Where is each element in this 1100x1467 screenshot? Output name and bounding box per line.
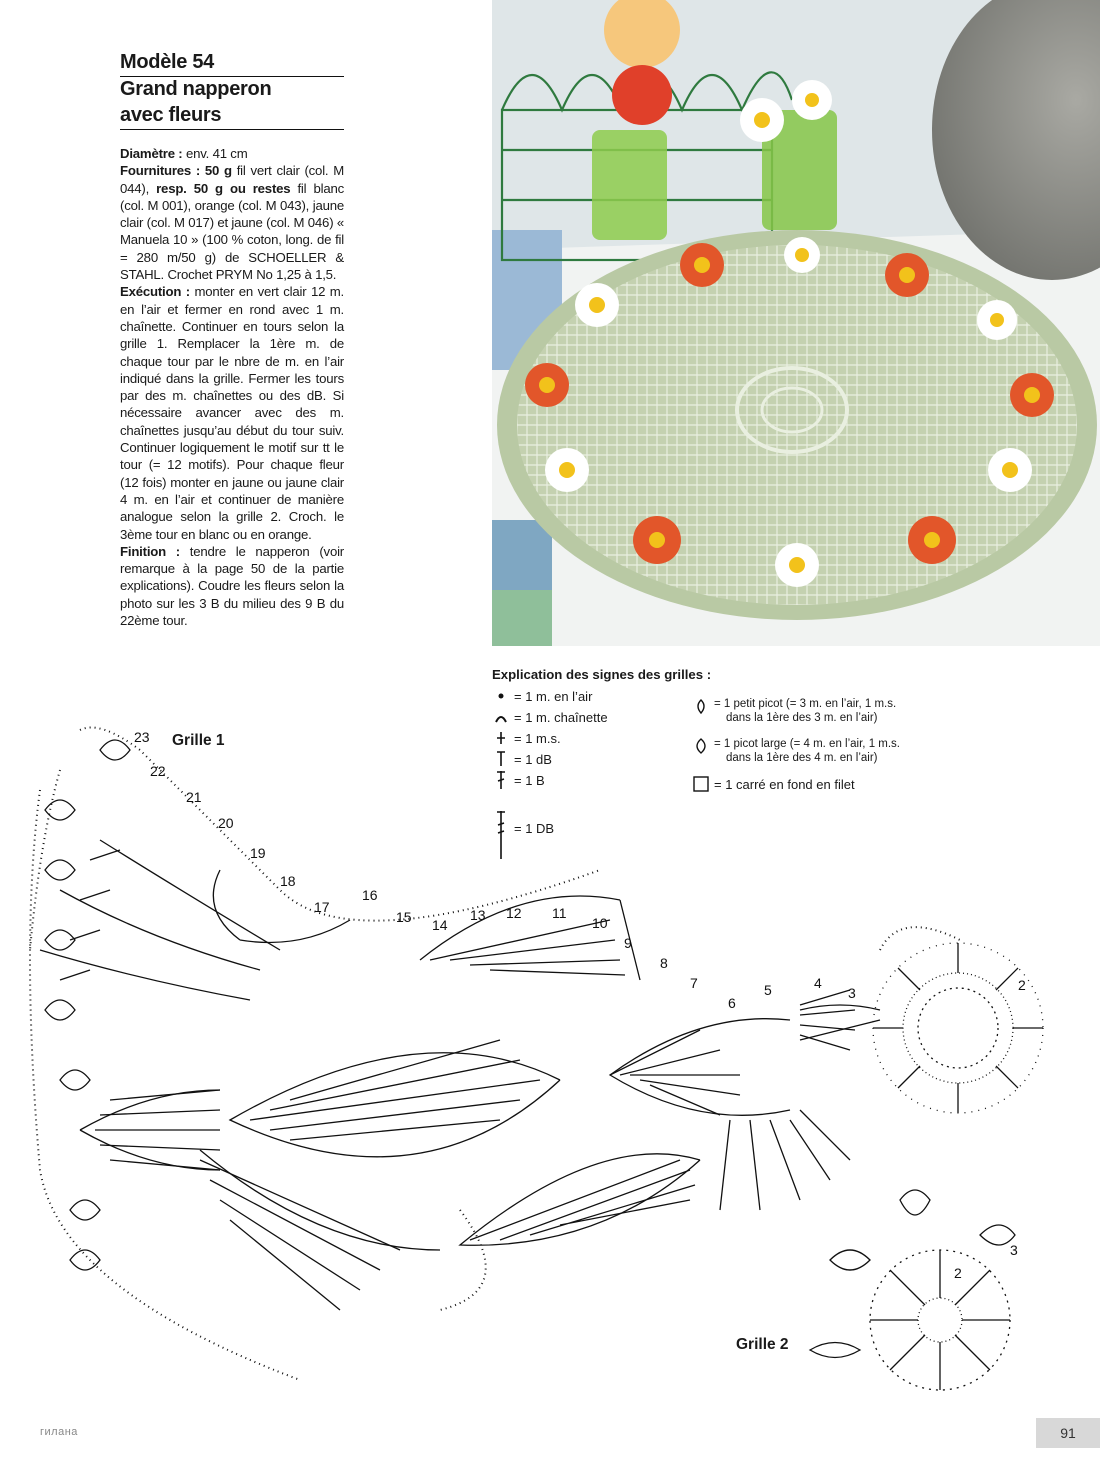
execution-text: monter en vert clair 12 m. en l’air et fermer en rond avec 1 m. chaînette. Continuer en tours selon la grille 1. Remplacer la 1ère m. de chaque tour par le nbre de m. en l’air indiqué dans la grille. Fermer les tours par des m. chaînettes ou des dB. Si nécessaire avancer avec des m. chaînettes jusqu’au début du tour suiv. Continuer logiquement le motif sur tt le tour (= 12 motifs). Pour chaque fleur (12 fois) monter en jaune ou jaune clair 4 m. en l’air et continuer de manière analogue selon la grille 2. Croch. le 3ème tour en blanc ou en orange.	[120, 284, 344, 542]
legend-sc-text: = 1 m.s.	[514, 730, 561, 746]
round-number: 14	[432, 917, 448, 933]
legend-dc-text: = 1 B	[514, 772, 545, 788]
round-number: 23	[134, 729, 150, 745]
finition-label: Finition :	[120, 543, 180, 559]
round-number: 16	[362, 887, 378, 903]
model-number: Modèle 54	[120, 50, 344, 77]
picot-large-line-1: = 1 picot large (= 4 m. en l’air, 1 m.s.	[714, 738, 900, 750]
round-number: 6	[728, 995, 736, 1011]
instructions	[120, 145, 344, 629]
round-number: 9	[624, 935, 632, 951]
grille1-label: Grille 1	[172, 732, 225, 749]
round-number: 3	[1010, 1242, 1018, 1258]
crochet-chart	[0, 690, 1100, 1410]
round-number: 2	[1018, 977, 1026, 993]
execution-label: Exécution :	[120, 284, 190, 300]
grille2-flower	[810, 1190, 1015, 1390]
title-block	[120, 50, 344, 130]
round-number: 21	[186, 789, 202, 805]
round-number: 4	[814, 975, 822, 991]
legend-title: Explication des signes des grilles :	[492, 667, 712, 682]
fournitures-text-2: fil blanc (col. M 001), orange (col. M 043), jaune clair (col. M 017) et jaune (col. M 046) « Manuela 10 » (100 % coton, long. de fil = 280 m/50 g) de SCHOELLER & STAHL. Crochet PRYM No 1,25 à 1,5.	[120, 180, 344, 283]
legend-filet-text: = 1 carré en fond en filet	[714, 776, 855, 792]
diametre-paragraph	[120, 145, 344, 162]
picot-large-line-2: dans la 1ère des 4 m. en l’air)	[726, 752, 878, 764]
fournitures-label: Fournitures : 50 g	[120, 163, 232, 179]
fournitures-bold-2: resp. 50 g ou restes	[156, 180, 291, 196]
round-number: 19	[250, 845, 266, 861]
picot-small-line-2: dans la 1ère des 3 m. en l’air)	[726, 712, 878, 724]
grille2-label: Grille 2	[736, 1336, 789, 1353]
footer-watermark: гилана	[40, 1426, 78, 1438]
round-number: 18	[280, 873, 296, 889]
round-number: 20	[218, 815, 234, 831]
diametre-value: env. 41 cm	[182, 146, 248, 161]
page-number: 91	[1036, 1418, 1100, 1448]
finition-paragraph	[120, 543, 344, 629]
grille1-center	[873, 943, 1043, 1113]
round-number: 2	[954, 1265, 962, 1281]
fournitures-paragraph	[120, 162, 344, 283]
round-number: 22	[150, 763, 166, 779]
fournitures-text-1: fil vert clair (col. M 044),	[120, 163, 344, 196]
round-number: 17	[314, 899, 330, 915]
round-number: 13	[470, 907, 486, 923]
execution-paragraph	[120, 283, 344, 542]
round-number: 8	[660, 955, 668, 971]
round-number: 10	[592, 915, 608, 931]
doily-photo	[492, 0, 1100, 646]
legend-hdc-text: = 1 dB	[514, 751, 552, 767]
round-number: 3	[848, 985, 856, 1001]
diametre-label: Diamètre :	[120, 146, 183, 161]
legend-tr-text: = 1 DB	[514, 820, 555, 836]
legend-chain-text: = 1 m. en l’air	[514, 688, 593, 704]
crochet-chart-drawing	[0, 690, 1100, 1410]
doily-photo-illustration	[492, 0, 1100, 646]
round-number: 7	[690, 975, 698, 991]
title-line-3: avec fleurs	[120, 103, 344, 130]
grille1-edges	[30, 728, 960, 1381]
picot-small-line-1: = 1 petit picot (= 3 m. en l’air, 1 m.s.	[714, 698, 897, 710]
grille1-fans	[40, 840, 880, 1310]
legend-slip-text: = 1 m. chaînette	[514, 709, 608, 725]
grille1-picots	[45, 740, 130, 1270]
title-line-2: Grand napperon	[120, 78, 272, 100]
round-number: 15	[396, 909, 412, 925]
round-number: 5	[764, 982, 772, 998]
round-number: 12	[506, 905, 522, 921]
finition-text: tendre le napperon (voir remarque à la page 50 de la partie explications). Coudre les fleurs selon la photo sur les 3 B du milieu des 9 B du 22ème tour.	[120, 543, 344, 629]
round-number: 11	[552, 905, 567, 921]
